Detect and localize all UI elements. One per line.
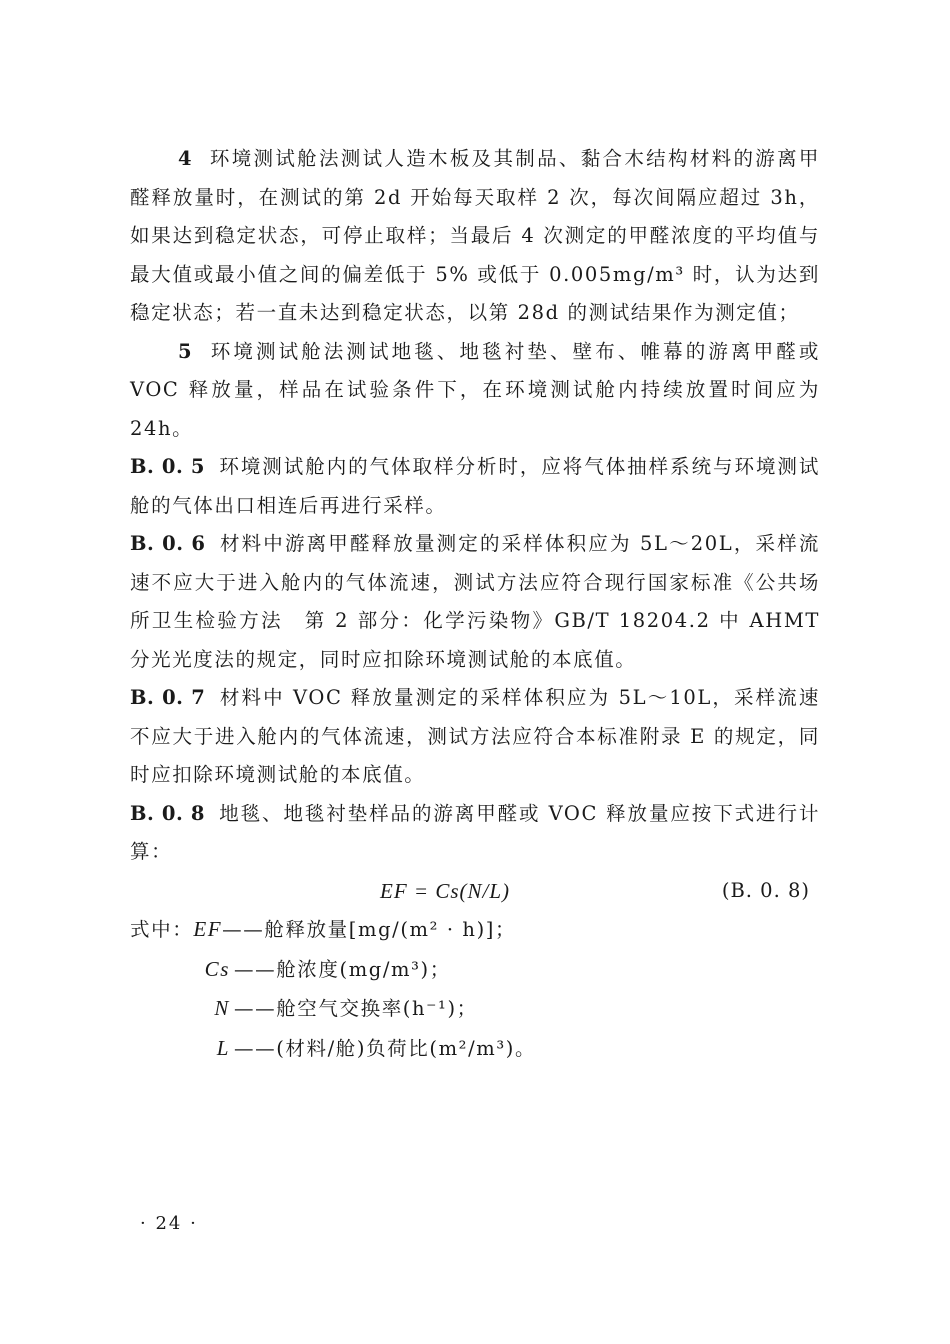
formula (130, 872, 820, 911)
page-number: · 24 · (140, 1213, 198, 1234)
clause-b07 (130, 679, 820, 795)
clause-text: 材料中 VOC 释放量测定的采样体积应为 5L～10L，采样流速不应大于进入舱内的气体流速，测试方法应符合本标准附录 E 的规定，同时应扣除环境测试舱的本底值。 (130, 686, 820, 786)
formula-equation: EF = Cs(N/L) (380, 878, 511, 903)
clause-b05 (130, 448, 820, 525)
document-page (130, 140, 820, 1068)
where-intro: 式中： (130, 918, 194, 941)
where-symbol: L (216, 1035, 230, 1060)
where-description: ——舱释放量[mg/(m² · h)]； (222, 918, 517, 941)
clause-text: 环境测试舱内的气体取样分析时，应将气体抽样系统与环境测试舱的气体出口相连后再进行采样。 (130, 455, 820, 517)
where-row-3 (130, 1029, 820, 1069)
clause-b06 (130, 525, 820, 679)
clause-b08 (130, 795, 820, 872)
where-description: ——舱浓度(mg/m³)； (234, 957, 451, 981)
where-row-2 (130, 989, 820, 1029)
where-row-0 (130, 910, 820, 950)
clause-number: B. 0. 5 (130, 455, 206, 478)
where-symbol: EF (193, 917, 223, 941)
where-row-1 (130, 950, 820, 990)
where-description: ——(材料/舱)负荷比(m²/m³)。 (234, 1036, 537, 1060)
item-text: 环境测试舱法测试人造木板及其制品、黏合木结构材料的游离甲醛释放量时，在测试的第 2d 开始每天取样 2 次，每次间隔应超过 3h，如果达到稳定状态，可停止取样；当最后 4 次测定的甲醛浓度的平均值与最大值或最小值之间的偏差低于 5% 或低于 0.005mg/m³ 时，认为达到稳定状态；若一直未达到稳定状态，以第 28d 的测试结果作为测定值； (130, 147, 820, 324)
item-text: 环境测试舱法测试地毯、地毯衬垫、壁布、帷幕的游离甲醛或 VOC 释放量，样品在试验条件下，在环境测试舱内持续放置时间应为 24h。 (130, 339, 820, 440)
where-description: ——舱空气交换率(h⁻¹)； (234, 997, 478, 1020)
formula-number: (B. 0. 8) (721, 878, 810, 902)
clause-number: B. 0. 6 (130, 532, 206, 555)
where-symbol: Cs (204, 956, 230, 981)
item-number: 5 (178, 339, 194, 363)
clause-text: 地毯、地毯衬垫样品的游离甲醛或 VOC 释放量应按下式进行计算： (130, 801, 820, 863)
item-number: 4 (178, 147, 194, 170)
clause-text: 材料中游离甲醛释放量测定的采样体积应为 5L～20L，采样流速不应大于进入舱内的气体流速，测试方法应符合现行国家标准《公共场所卫生检验方法 第 2 部分：化学污染物》GB/T 18204.2 中 AHMT 分光光度法的规定，同时应扣除环境测试舱的本底值。 (130, 532, 820, 671)
item-5 (130, 333, 820, 449)
clause-number: B. 0. 8 (130, 801, 205, 825)
clause-number: B. 0. 7 (130, 686, 206, 709)
item-4 (130, 140, 820, 333)
where-symbol: N (214, 996, 230, 1020)
